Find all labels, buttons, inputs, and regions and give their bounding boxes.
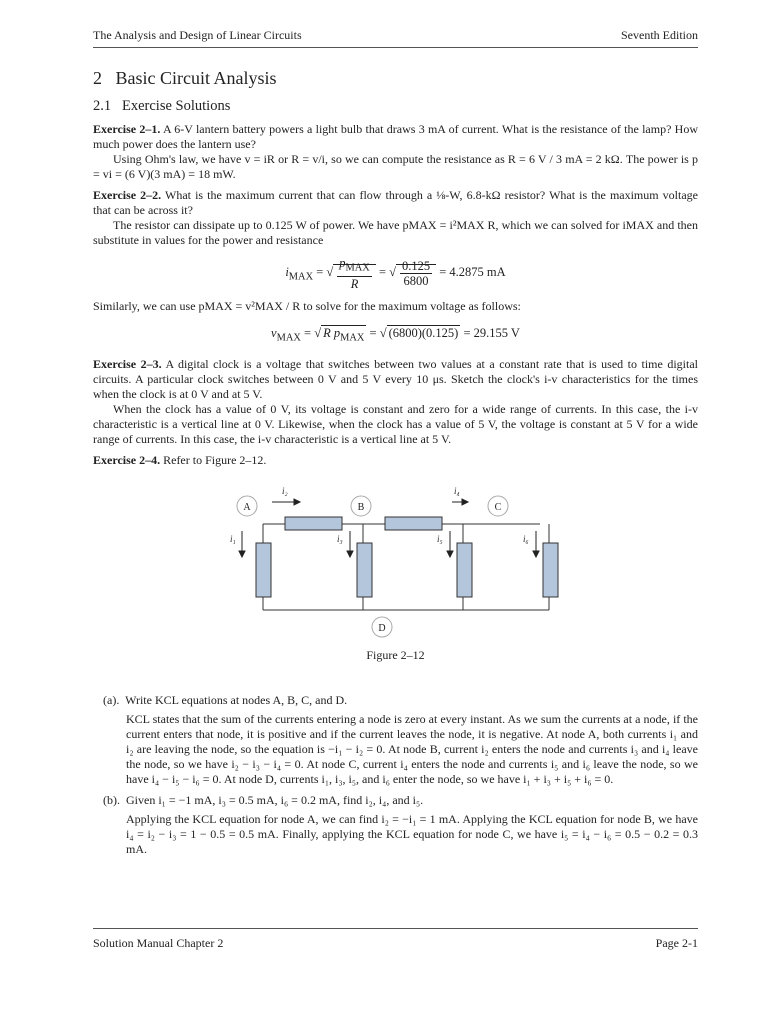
exercise-label: Exercise 2–3. [93,357,162,371]
node-label: D [378,623,386,634]
current-label: i₅ [437,534,443,544]
resistor-r2 [285,517,342,530]
current-label: i₃ [337,534,343,544]
circuit-wires [263,524,549,610]
chapter-heading [93,66,698,90]
current-label: i₆ [523,534,529,544]
eq-symbol: v [271,325,277,340]
eq-num: p [339,256,346,270]
eq-radicand: R p [323,325,341,340]
eq-subscript: MAX [276,332,301,343]
eq-symbol: i [285,265,289,280]
eq-result: = 29.155 V [463,325,520,340]
section-title: Exercise Solutions [122,98,231,114]
exercise-text: Refer to Figure 2–12. [160,453,267,467]
part-label: (a). [103,693,120,707]
resistor-r3 [357,543,372,597]
resistors [256,517,558,597]
eq-subscript: MAX [340,332,365,343]
part-prompt: Given i₁ = −1 mA, i₃ = 0.5 mA, i₆ = 0.2 mA, find i₂, i₄, and i₅. [126,793,424,807]
resistor-r1 [256,543,271,597]
resistor-r6 [543,543,558,597]
exercise-label: Exercise 2–2. [93,188,162,202]
part-prompt: Write KCL equations at nodes A, B, C, and D. [125,693,348,707]
exercise-2-1 [93,122,698,182]
eq-den: 6800 [403,273,429,288]
header-rule [93,47,698,48]
part-answer: Applying the KCL equation for node A, we can find i₂ = −i₁ = 1 mA. Applying the KCL equation for node B, we have i₄ = i₂ − i₃ = 1 − 0.5 = 0.5 mA. Finally, applying the KCL equation for node C, we have i₅ = i₄ − i₆ = 0.5 − 0.2 = 0.3 mA. [126,812,698,856]
node-label: C [494,502,502,513]
header-edition: Seventh Edition [621,28,698,42]
section-number: 2.1 [93,98,112,114]
eq-den: R [350,276,359,291]
exercise-question: A 6-V lantern battery powers a light bulb that draws 3 mA of current. What is the resistance of the lamp? How much power does the lantern use? [93,122,698,151]
eq-subscript: MAX [345,262,370,274]
similarly-text: Similarly, we can use pMAX = v²MAX / R to solve for the maximum voltage as follows: [93,298,521,313]
figure-caption: Figure 2–12 [366,648,425,662]
eq-subscript: MAX [288,271,314,283]
page-content [93,66,698,857]
exercise-answer: The resistor can dissipate up to 0.125 W of power. We have pMAX = i²MAX R, which we can solved for iMAX and then substitute in values for the power and resistance [93,218,698,247]
part-a [93,693,698,787]
resistor-r5 [457,543,472,597]
circuit-figure [220,476,560,646]
current-label: i₁ [230,534,236,544]
footer-page: Page 2-1 [655,936,698,950]
eq-result: = 4.2875 mA [439,265,506,280]
part-label: (b). [103,793,120,807]
eq-num: 0.125 [401,258,431,273]
eq-radicand: (6800)(0.125) [388,325,459,340]
equation-imax: $i_{MAX}$ = √ $\frac{p_{MAX}}{R}$ = √ $\frac{0.125}{6800}$ = 4.2875 mA [285,256,506,291]
chapter-number: 2 [93,68,102,88]
part-b [93,793,698,857]
exercise-question: What is the maximum current that can flow through a ⅛-W, 6.8-kΩ resistor? What is the maximum voltage that can be across it? [93,188,698,217]
exercise-2-2 [93,188,698,248]
node-label: A [243,502,251,513]
footer-chapter: Solution Manual Chapter 2 [93,936,224,950]
equation-vmax: $v_{MAX}$ = √ R $p_{MAX}$ = √ (6800)(0.125) = 29.155 V [271,325,520,343]
exercise-label: Exercise 2–1. [93,122,161,136]
exercise-answer: When the clock has a value of 0 V, its voltage is constant and zero for a wide range of currents. In this case, the i-v characteristic is a vertical line at 0 V. Likewise, when the clock has a value of 5 V, the voltage is constant at 5 V for a wide range of currents. In this case, the i-v characteristic is a vertical line at 5 V. [93,402,698,446]
section-heading [93,96,698,116]
exercise-2-3 [93,357,698,447]
exercise-label: Exercise 2–4. [93,453,161,467]
part-answer: KCL states that the sum of the currents entering a node is zero at every instant. As we sum the currents at a node, if the current enters that node, it is positive and if the current leaves the node, it is negative. At node A, both currents i₁ and i₂ are leaving the node, so the equation is −i₁ − i₂ = 0. At node B, current i₂ enters the node and currents i₃ and i₄ leave the node, so we have i₂ − i₃ − i₄ = 0. At node C, current i₄ enters the node and currents i₅ and i₆ leave the node, so we have i₄ − i₅ − i₆ = 0. At node D, currents i₁, i₃, i₅, and i₆ enter the node, so we have i₁ + i₃ + i₅ + i₆ = 0. [126,712,698,786]
exercise-2-4 [93,453,698,468]
exercise-question: A digital clock is a voltage that switches between two values at a constant rate that is used to time digital circuits. A particular clock switches between 0 V and 5 V every 10 μs. Sketch the clock's i-v characteristics for the times when the clock is at 0 V and at 5 V. [93,357,698,401]
current-label: i₄ [454,486,460,496]
resistor-r4 [385,517,442,530]
current-label: i₂ [282,486,288,496]
chapter-title: Basic Circuit Analysis [115,68,277,88]
footer-rule [93,928,698,929]
exercise-answer: Using Ohm's law, we have v = iR or R = v/i, so we can compute the resistance as R = 6 V / 3 mA = 2 kΩ. The power is p = vi = (6 V)(3 mA) = 18 mW. [93,152,698,181]
header-title: The Analysis and Design of Linear Circuits [93,28,302,42]
node-label: B [357,502,365,513]
figure-container [93,476,698,646]
